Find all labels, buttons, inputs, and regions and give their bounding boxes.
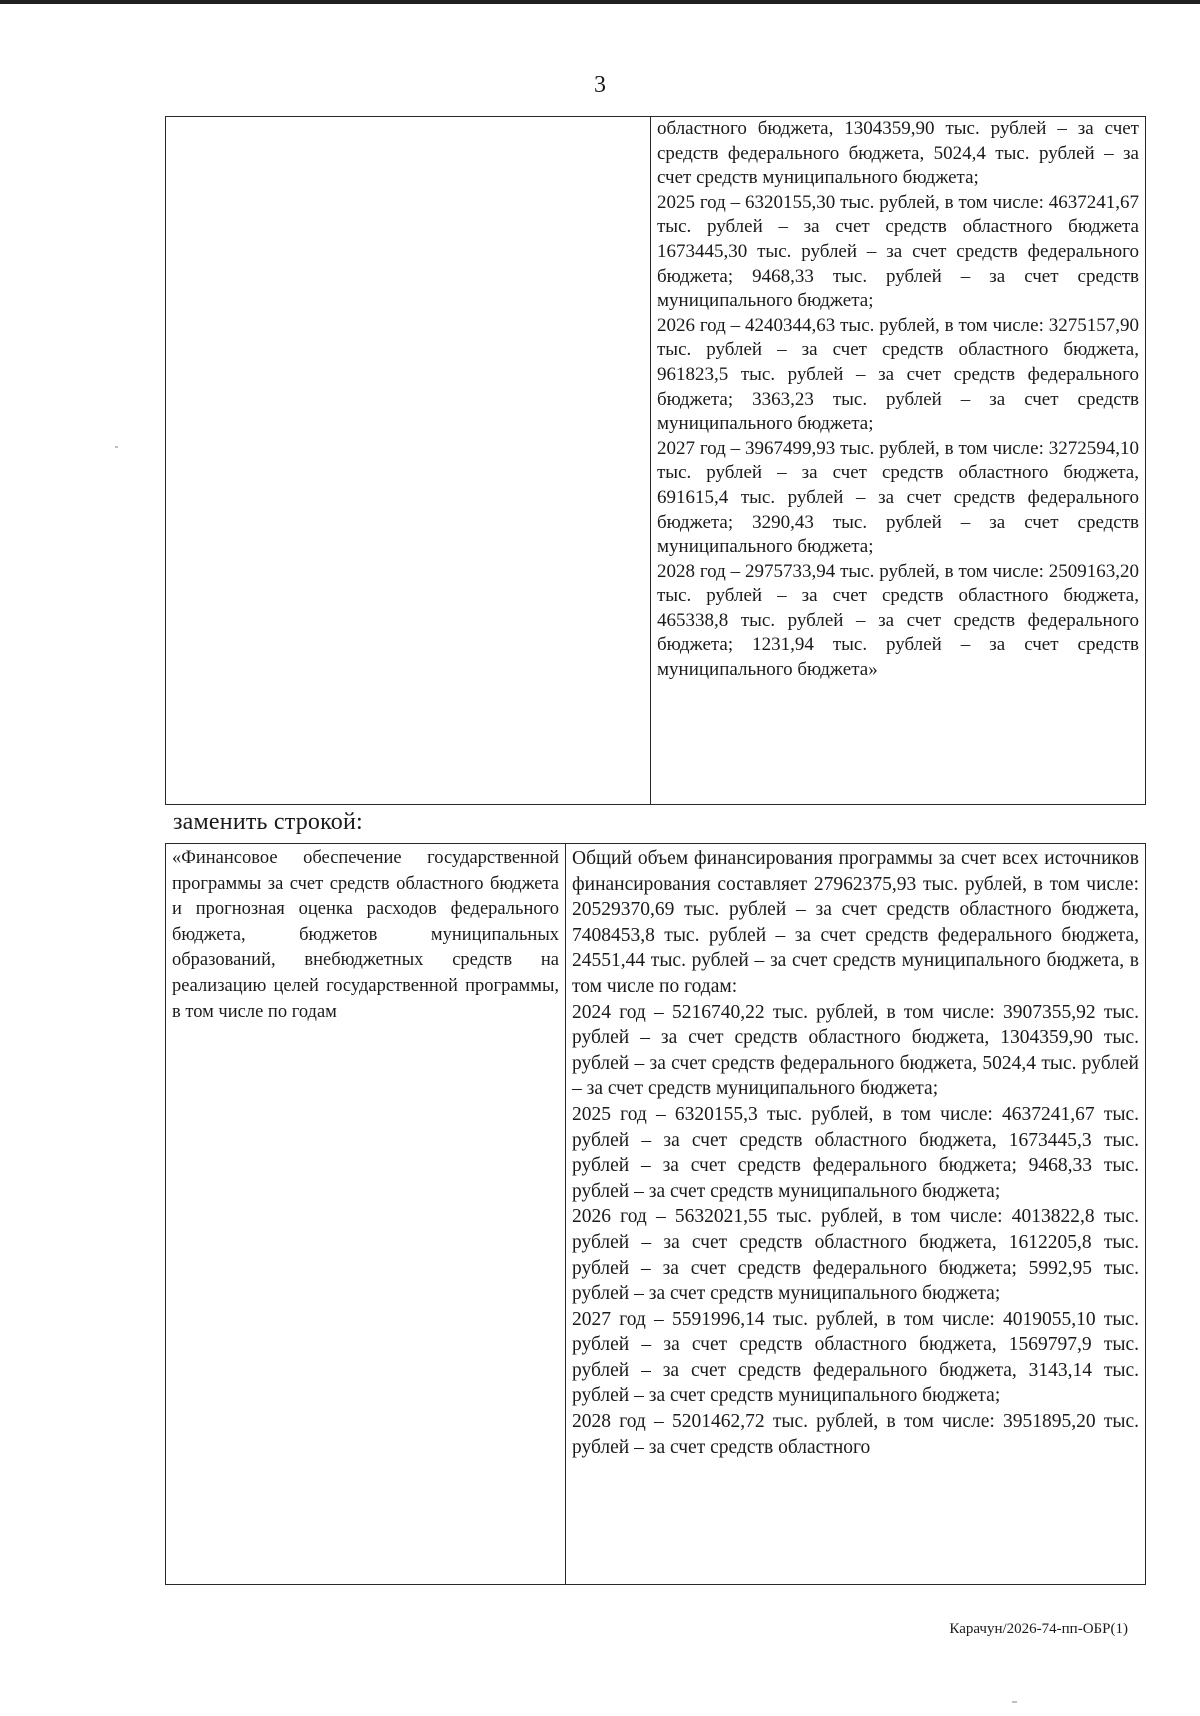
lower-table-right-cell (566, 844, 1146, 1585)
lower-table (165, 843, 1146, 1585)
lower-paragraph-2025: 2025 год – 6320155,3 тыс. рублей, в том числе: 4637241,67 тыс. рублей – за счет средств областного бюджета, 1673445,3 тыс. рублей – за счет средств федерального бюджета; 9468,33 тыс. рублей – за счет средств муниципального бюджета; (572, 1103, 1139, 1202)
scan-top-edge (0, 0, 1200, 4)
lower-paragraph-2026: 2026 год – 5632021,55 тыс. рублей, в том числе: 4013822,8 тыс. рублей – за счет средств областного бюджета, 1612205,8 тыс. рублей – за счет средств федерального бюджета; 5992,95 тыс. рублей – за счет средств муниципального бюджета; (572, 1206, 1139, 1305)
upper-table-row (166, 117, 1146, 805)
lower-left-text: «Финансовое обеспечение государственной программы за счет средств областного бюджета и прогнозная оценка расходов федерального бюджета, бюджетов муниципальных образований, внебюджетных средств на реализацию целей государственной программы, в том числе по годам (172, 848, 559, 1022)
upper-paragraph-2028: 2028 год – 2975733,94 тыс. рублей, в том числе: 2509163,20 тыс. рублей – за счет средств областного бюджета, 465338,8 тыс. рублей – за счет средств федерального бюджета; 1231,94 тыс. рублей – за счет средств муниципального бюджета» (657, 560, 1139, 681)
upper-paragraph-2024-tail: областного бюджета, 1304359,90 тыс. рублей – за счет средств федерального бюджета, 5024,4 тыс. рублей – за счет средств муниципального бюджета; (657, 118, 1139, 189)
upper-table-right-cell (651, 117, 1146, 805)
upper-paragraph-2025: 2025 год – 6320155,30 тыс. рублей, в том числе: 4637241,67 тыс. рублей – за счет средств областного бюджета 1673445,30 тыс. рублей – за счет средств федерального бюджета; 9468,33 тыс. рублей – за счет средств муниципального бюджета; (657, 191, 1139, 312)
footer-code: Карачун/2026-74-пп-ОБР(1) (949, 1621, 1128, 1637)
upper-table-left-cell (166, 117, 651, 805)
lower-paragraph-2027: 2027 год – 5591996,14 тыс. рублей, в том числе: 4019055,10 тыс. рублей – за счет средств областного бюджета, 1569797,9 тыс. рублей – за счет средств федерального бюджета, 3143,14 тыс. рублей – за счет средств муниципального бюджета; (572, 1308, 1139, 1407)
lower-paragraph-2028: 2028 год – 5201462,72 тыс. рублей, в том числе: 3951895,20 тыс. рублей – за счет средств областного (572, 1411, 1139, 1458)
upper-right-text (657, 117, 1139, 683)
upper-paragraph-2027: 2027 год – 3967499,93 тыс. рублей, в том числе: 3272594,10 тыс. рублей – за счет средств областного бюджета, 691615,4 тыс. рублей – за счет средств федерального бюджета; 3290,43 тыс. рублей – за счет средств муниципального бюджета; (657, 437, 1139, 558)
replace-label: заменить строкой: (173, 809, 363, 835)
lower-table-left-cell (166, 844, 566, 1585)
page-number: 3 (594, 72, 606, 98)
lower-paragraph-total: Общий объем финансирования программы за счет всех источников финансирования составляет 27962375,93 тыс. рублей, в том числе: 20529370,69 тыс. рублей – за счет средств областного бюджета, 7408453,8 тыс. рублей – за счет средств федерального бюджета, 24551,44 тыс. рублей – за счет средств муниципального бюджета, в том числе по годам: (572, 848, 1139, 997)
lower-table-row (166, 844, 1146, 1585)
lower-paragraph-2024: 2024 год – 5216740,22 тыс. рублей, в том числе: 3907355,92 тыс. рублей – за счет средств областного бюджета, 1304359,90 тыс. рублей – за счет средств федерального бюджета, 5024,4 тыс. рублей – за счет средств муниципального бюджета; (572, 1001, 1139, 1100)
scan-speck (115, 446, 118, 448)
upper-paragraph-2026: 2026 год – 4240344,63 тыс. рублей, в том числе: 3275157,90 тыс. рублей – за счет средств областного бюджета, 961823,5 тыс. рублей – за счет средств федерального бюджета; 3363,23 тыс. рублей – за счет средств муниципального бюджета; (657, 314, 1139, 435)
lower-right-text (572, 844, 1139, 1460)
scan-speck (1012, 1701, 1017, 1703)
upper-table (165, 116, 1146, 805)
